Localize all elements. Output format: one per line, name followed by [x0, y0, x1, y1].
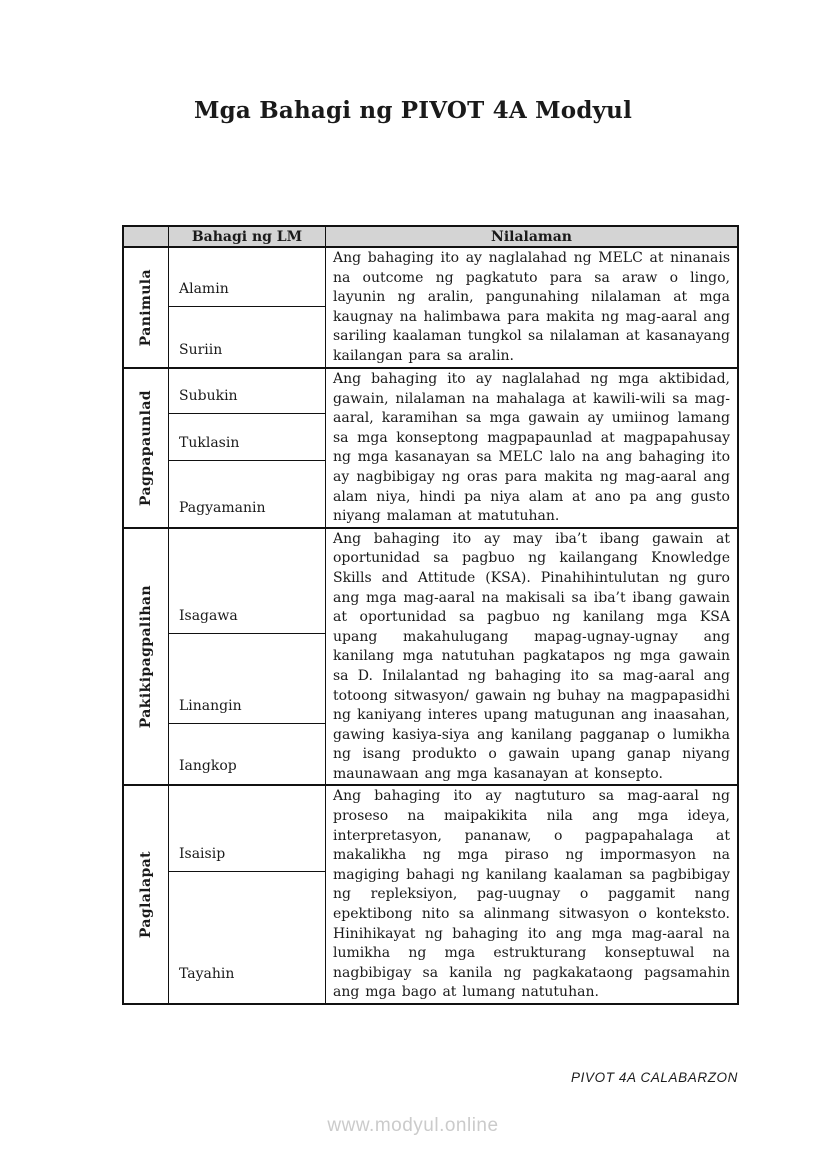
- watermark-text: www.modyul.online: [327, 1115, 499, 1136]
- content-cell-panimula: Ang bahaging ito ay naglalahad ng MELC at ninanais na outcome ng pagkatuto para sa araw o lingo, layunin ng aralin, pangunahing nilalaman at mga kaugnay na halimbawa para makita ng mag-aaral ang sariling kaalaman tungkol sa nilalaman at kasanayang kailangan para sa aralin.: [333, 250, 730, 364]
- footer-text: PIVOT 4A CALABARZON: [571, 1070, 738, 1085]
- phase-cell-panimula: [124, 248, 169, 367]
- content-cell-pakikipagpalihan: Ang bahaging ito ay may iba’t ibang gawain at oportunidad sa pagbuo ng kailangang Knowledge Skills and Attitude (KSA). Pinahihintulutan ng guro ang mga mag-aaral na makisali sa iba’t ibang gawain at oportunidad sa pagbuo ng kanilang mga KSA upang makahulugang mapag-ugnay-ugnay ang kanilang mga natutuhan pagkatapos ng mga gawain sa D. Inilalantad ng bahaging ito sa mag-aaral ang totoong sitwasyon/ gawain ng buhay na magpapasidhi ng kaniyang interes upang matugunan ang inaasahan, gawing kasiya-siya ang kanilang pagganap o lumikha ng isang produkto o gawain upang ganap niyang maunawaan ang mga kasanayan at konsepto.: [333, 530, 730, 782]
- page-title: Mga Bahagi ng PIVOT 4A Modyul: [193, 97, 633, 124]
- phase-label: Pagpapaunlad: [138, 389, 154, 506]
- content-cell-paglalapat: Ang bahaging ito ay nagtuturo sa mag-aaral ng proseso na maipakikita nila ang mga ideya, interpretasyon, pananaw, o pagpapahalaga at makalikha ng mga piraso ng impormasyon na magiging bahagi ng kanilang kaalaman sa pagbibigay ng repleksiyon, pag-uugnay o paggamit nang epektibong nito sa alinmang sitwasyon o konteksto. Hinihikayat ng bahaging ito ang mga mag-aaral na lumikha ng mga estrukturang konseptuwal na nagbibigay sa kanila ng pagkakataong pagsamahin ang mga bago at lumang natutuhan.: [333, 788, 730, 1001]
- header-empty-cell: [124, 227, 169, 246]
- part-cell-pagyamanin: Pagyamanin: [179, 500, 266, 516]
- section-panimula: [124, 248, 737, 369]
- module-parts-table: [122, 225, 739, 1005]
- part-cell-isagawa: Isagawa: [169, 529, 325, 634]
- part-cell-linangin: Linangin: [169, 634, 325, 724]
- part-cell-subukin: Subukin: [169, 369, 325, 414]
- phase-label: Paglalapat: [138, 851, 154, 939]
- part-cell-iangkop: Iangkop: [179, 757, 237, 774]
- header-bahagi-ng-lm: Bahagi ng LM: [169, 227, 326, 246]
- phase-label: Panimula: [138, 268, 154, 347]
- content-cell-pagpapaunlad: Ang bahaging ito ay naglalahad ng mga aktibidad, gawain, nilalaman na mahalaga at kawili-wili sa mag-aaral, karamihan sa mga gawain ay umiinog lamang sa mga konseptong magpapaunlad at magpapahusay ng mga kasanayan sa MELC lalo na ang bahaging ito ay nagbibigay ng oras para makita ng mag-aaral ang alam niya, hindi pa niya alam at ano pa ang gusto niyang malaman at matutuhan.: [333, 371, 730, 525]
- section-pakikipagpalihan: [124, 529, 737, 787]
- part-cell-alamin: Alamin: [169, 248, 325, 307]
- header-nilalaman: Nilalaman: [491, 228, 572, 245]
- part-cell-suriin: Suriin: [179, 342, 223, 358]
- phase-cell-pagpapaunlad: [124, 369, 169, 527]
- phase-cell-pakikipagpalihan: [124, 529, 169, 785]
- phase-label: Pakikipagpalihan: [138, 584, 154, 729]
- part-cell-isaisip: Isaisip: [169, 786, 325, 872]
- part-cell-tuklasin: Tuklasin: [169, 414, 325, 461]
- part-cell-tayahin: Tayahin: [179, 966, 235, 983]
- section-pagpapaunlad: [124, 369, 737, 529]
- phase-cell-paglalapat: [124, 786, 169, 1003]
- table-header-row: [124, 227, 737, 248]
- section-paglalapat: [124, 786, 737, 1003]
- parts-column: [169, 369, 326, 527]
- parts-column: [169, 529, 326, 785]
- parts-column: [169, 248, 326, 367]
- parts-column: [169, 786, 326, 1003]
